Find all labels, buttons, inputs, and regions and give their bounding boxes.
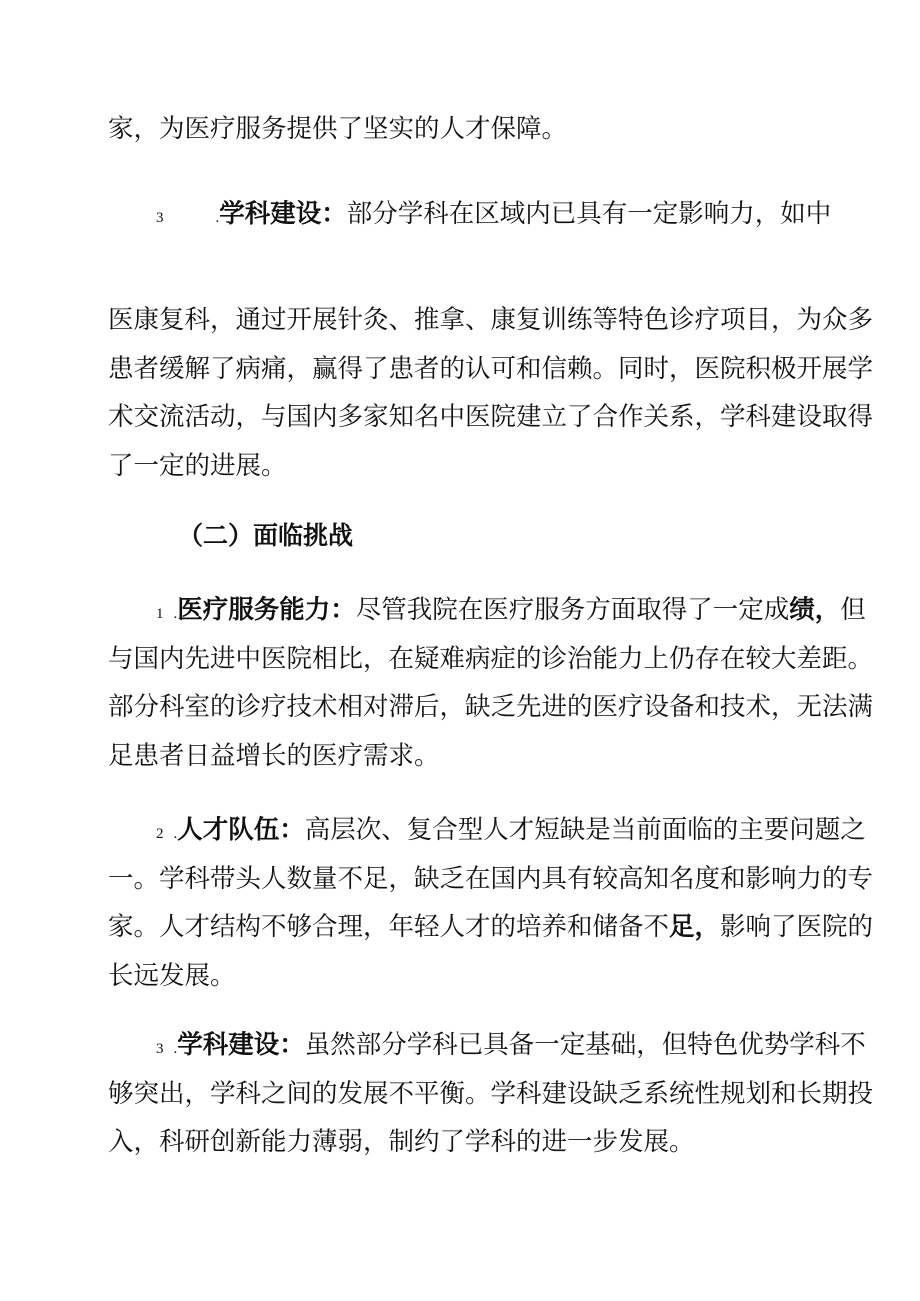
- paragraph-line: 与国内先进中医院相比，在疑难病症的诊治能力上仍存在较大差距。: [108, 644, 874, 674]
- paragraph-line: 一。学科带头人数量不足，缺乏在国内具有较高知名度和影响力的专: [108, 864, 874, 894]
- list-number: 3: [156, 1041, 164, 1057]
- list-item-1-header: [156, 595, 866, 629]
- paragraph-line: 了一定的进展。: [108, 451, 287, 481]
- paragraph-line: 足患者日益增长的医疗需求。: [108, 741, 440, 771]
- paragraph-line: 部分科室的诊疗技术相对滞后，缺乏先进的医疗设备和技术，无法满: [108, 692, 874, 722]
- list-number: 1: [156, 606, 164, 622]
- item-label: 人才队伍：: [177, 815, 305, 845]
- paragraph-text: 高层次、复合型人才短缺是当前面临的主要问题之: [304, 815, 866, 845]
- paragraph-line: [108, 912, 874, 942]
- paragraph-text: 部分学科在区域内已具有一定影响力，如中: [346, 199, 832, 229]
- paragraph-line: 长远发展。: [108, 961, 236, 991]
- list-dot: .: [215, 210, 220, 226]
- item-label: 医疗服务能力：: [177, 595, 356, 625]
- paragraph-line: 家，为医疗服务提供了坚实的人才保障。: [108, 114, 568, 144]
- paragraph-text: 影响了医院的: [720, 912, 874, 942]
- paragraph-line: 患者缓解了病痛，赢得了患者的认可和信赖。同时，医院积极开展学: [108, 354, 874, 384]
- paragraph-text-bold: 足，: [669, 912, 721, 942]
- list-item-3-header: [156, 199, 856, 233]
- list-dot: .: [173, 606, 178, 622]
- paragraph-line: 术交流活动，与国内多家知名中医院建立了合作关系，学科建设取得: [108, 402, 874, 432]
- list-item-2-header: [156, 815, 866, 849]
- paragraph-text: 家。人才结构不够合理，年轻人才的培养和储备不: [108, 912, 670, 942]
- list-dot: .: [173, 1041, 178, 1057]
- list-number: 3: [156, 210, 164, 226]
- paragraph-text-bold: 绩，: [789, 595, 841, 625]
- paragraph-line: 入，科研创新能力薄弱，制约了学科的进一步发展。: [108, 1127, 695, 1157]
- section-heading: （二）面临挑战: [178, 521, 354, 550]
- item-label: 学科建设：: [177, 1030, 305, 1060]
- paragraph-text: 但: [840, 595, 866, 625]
- paragraph-text: 尽管我院在医疗服务方面取得了一定成: [355, 595, 790, 625]
- list-dot: .: [173, 826, 178, 842]
- paragraph-text: 虽然部分学科已具备一定基础，但特色优势学科不: [304, 1030, 866, 1060]
- paragraph-line: 医康复科，通过开展针灸、推拿、康复训练等特色诊疗项目，为众多: [108, 305, 874, 335]
- paragraph-line: 够突出，学科之间的发展不平衡。学科建设缺乏系统性规划和长期投: [108, 1079, 874, 1109]
- item-label: 学科建设：: [219, 199, 347, 229]
- list-number: 2: [156, 826, 164, 842]
- list-item-3b-header: [156, 1030, 866, 1064]
